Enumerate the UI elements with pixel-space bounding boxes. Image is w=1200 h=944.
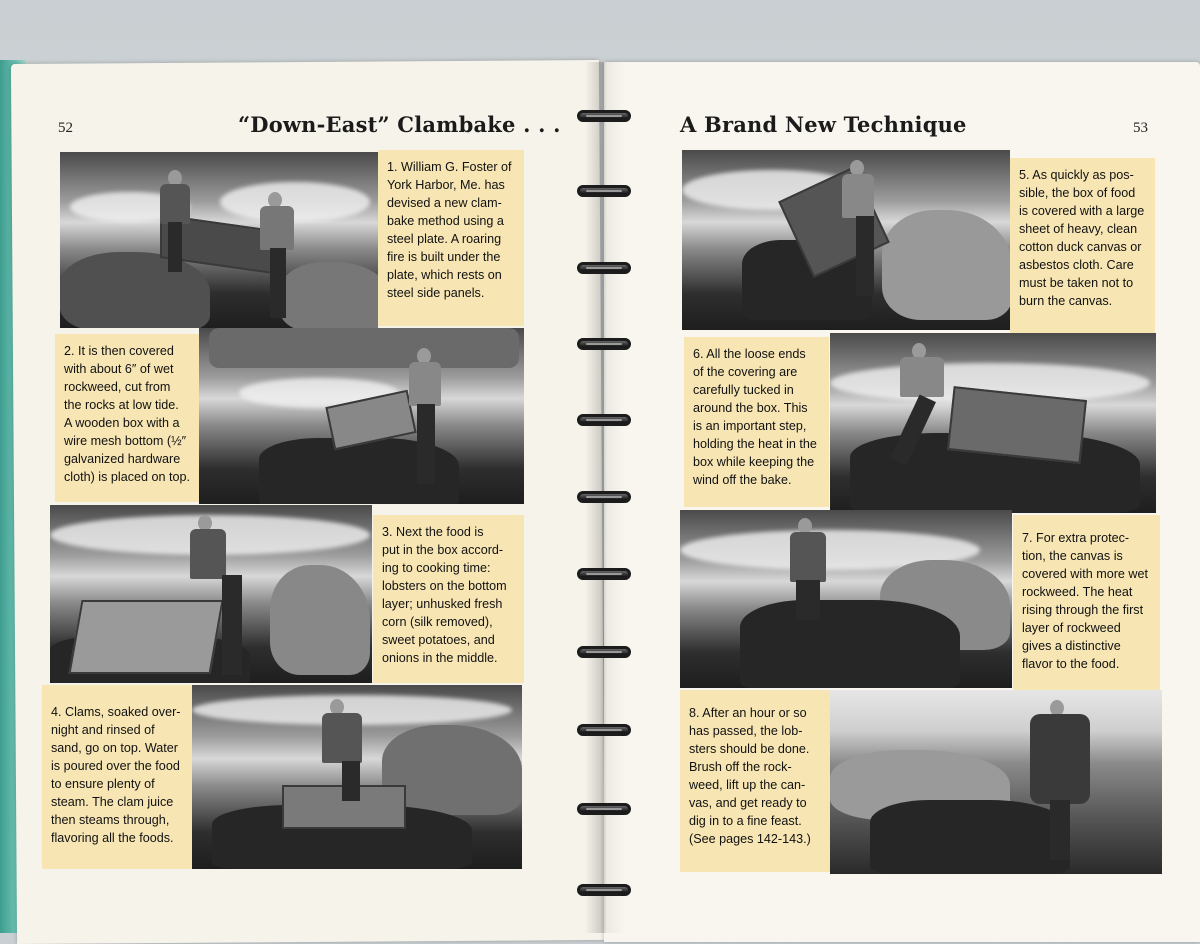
spiral-ring bbox=[577, 338, 631, 350]
caption-step-4: 4. Clams, soaked over- night and rinsed of sand, go on top. Water is poured over the food to ensure plenty of steam. The clam juice then steams through, flavoring all the foods. bbox=[42, 685, 192, 869]
photo-step-6 bbox=[830, 333, 1156, 513]
caption-step-5: 5. As quickly as pos- sible, the box of food is covered with a large sheet of heavy, clean cotton duck canvas or asbestos cloth. Care must be taken not to burn the canvas. bbox=[1010, 158, 1155, 336]
photo-step-8 bbox=[830, 690, 1162, 874]
spiral-ring bbox=[577, 110, 631, 122]
spiral-ring bbox=[577, 803, 631, 815]
photo-step-4 bbox=[192, 685, 522, 869]
photo-step-5 bbox=[682, 150, 1010, 330]
caption-step-1: 1. William G. Foster of York Harbor, Me. has devised a new clam- bake method using a steel plate. A roaring fire is built under the plate, which rests on steel side panels. bbox=[378, 150, 524, 326]
right-page-number: 53 bbox=[1133, 120, 1148, 136]
caption-step-2: 2. It is then covered with about 6″ of wet rockweed, cut from the rocks at low tide. A wooden box with a wire mesh bottom (½″ galvanized hardware cloth) is placed on top. bbox=[55, 334, 199, 502]
spiral-ring bbox=[577, 185, 631, 197]
spiral-ring bbox=[577, 568, 631, 580]
spiral-ring bbox=[577, 724, 631, 736]
caption-step-8: 8. After an hour or so has passed, the lob- sters should be done. Brush off the rock- weed, lift up the can- vas, and get ready to dig in to a fine feast. (See pages 142-143.) bbox=[680, 690, 830, 872]
spiral-ring bbox=[577, 491, 631, 503]
right-page-title: A Brand New Technique bbox=[680, 112, 967, 137]
spiral-ring bbox=[577, 414, 631, 426]
left-page-title: “Down-East” Clambake . . . bbox=[238, 112, 561, 137]
left-page-number: 52 bbox=[58, 120, 73, 136]
spiral-ring bbox=[577, 884, 631, 896]
spiral-ring bbox=[577, 262, 631, 274]
caption-step-7: 7. For extra protec- tion, the canvas is covered with more wet rockweed. The heat rising through the first layer of rockweed gives a distinctive flavor to the food. bbox=[1013, 515, 1160, 691]
caption-step-6: 6. All the loose ends of the covering are carefully tucked in around the box. This is an important step, holding the heat in the box while keeping the wind off the bake. bbox=[684, 337, 829, 507]
photo-step-7 bbox=[680, 510, 1012, 688]
photo-step-3 bbox=[50, 505, 372, 683]
spiral-ring bbox=[577, 646, 631, 658]
caption-step-3: 3. Next the food is put in the box accord- ing to cooking time: lobsters on the bottom layer; unhusked fresh corn (silk removed), sweet potatoes, and onions in the middle. bbox=[373, 515, 524, 683]
photo-step-1 bbox=[60, 152, 378, 328]
photo-step-2 bbox=[199, 328, 524, 504]
